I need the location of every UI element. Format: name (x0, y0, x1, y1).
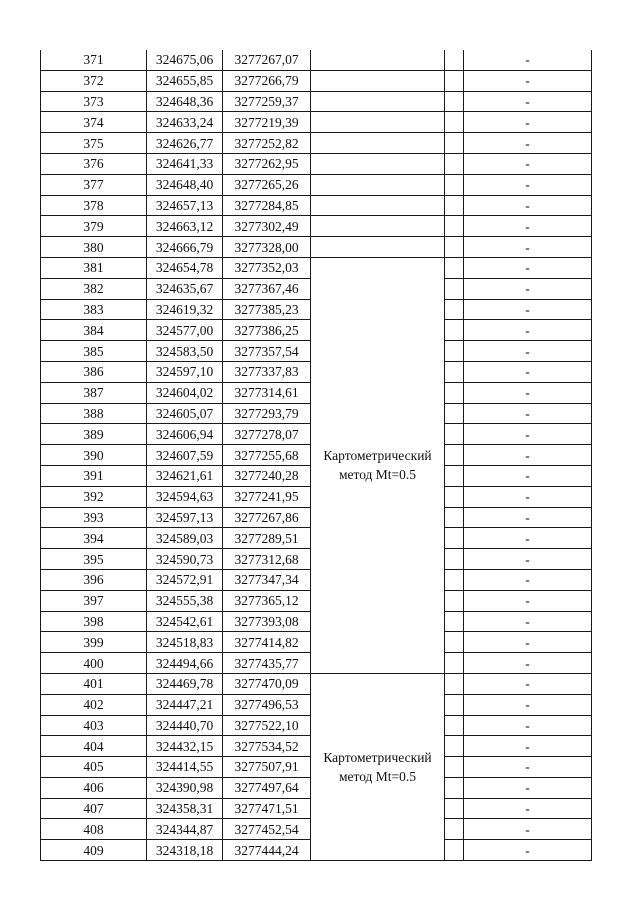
empty-cell (445, 112, 464, 133)
empty-cell (445, 611, 464, 632)
x-coordinate-cell: 324542,61 (147, 611, 223, 632)
empty-cell (445, 653, 464, 674)
y-coordinate-cell: 3277352,03 (223, 257, 311, 278)
table-row (41, 133, 592, 154)
description-cell: - (464, 507, 592, 528)
method-cell (311, 257, 445, 673)
table-row (41, 174, 592, 195)
point-number-cell: 401 (41, 673, 147, 694)
description-cell: - (464, 174, 592, 195)
y-coordinate-cell: 3277471,51 (223, 798, 311, 819)
y-coordinate-cell: 3277278,07 (223, 424, 311, 445)
x-coordinate-cell: 324447,21 (147, 694, 223, 715)
method-cell-continued (311, 174, 445, 195)
method-cell-continued (311, 112, 445, 133)
x-coordinate-cell: 324635,67 (147, 278, 223, 299)
x-coordinate-cell: 324607,59 (147, 445, 223, 466)
point-number-cell: 405 (41, 757, 147, 778)
empty-cell (445, 403, 464, 424)
description-cell: - (464, 840, 592, 861)
point-number-cell: 379 (41, 216, 147, 237)
description-cell: - (464, 757, 592, 778)
empty-cell (445, 486, 464, 507)
y-coordinate-cell: 3277497,64 (223, 777, 311, 798)
x-coordinate-cell: 324626,77 (147, 133, 223, 154)
description-cell: - (464, 361, 592, 382)
empty-cell (445, 361, 464, 382)
y-coordinate-cell: 3277386,25 (223, 320, 311, 341)
point-number-cell: 387 (41, 382, 147, 403)
y-coordinate-cell: 3277267,86 (223, 507, 311, 528)
point-number-cell: 386 (41, 361, 147, 382)
empty-cell (445, 840, 464, 861)
point-number-cell: 404 (41, 736, 147, 757)
point-number-cell: 406 (41, 777, 147, 798)
table-row (41, 112, 592, 133)
description-cell: - (464, 403, 592, 424)
x-coordinate-cell: 324648,40 (147, 174, 223, 195)
point-number-cell: 382 (41, 278, 147, 299)
y-coordinate-cell: 3277470,09 (223, 673, 311, 694)
point-number-cell: 392 (41, 486, 147, 507)
empty-cell (445, 736, 464, 757)
description-cell: - (464, 299, 592, 320)
empty-cell (445, 632, 464, 653)
empty-cell (445, 445, 464, 466)
description-cell: - (464, 569, 592, 590)
empty-cell (445, 757, 464, 778)
x-coordinate-cell: 324619,32 (147, 299, 223, 320)
y-coordinate-cell: 3277414,82 (223, 632, 311, 653)
y-coordinate-cell: 3277452,54 (223, 819, 311, 840)
point-number-cell: 398 (41, 611, 147, 632)
description-cell: - (464, 549, 592, 570)
y-coordinate-cell: 3277534,52 (223, 736, 311, 757)
description-cell: - (464, 382, 592, 403)
description-cell: - (464, 424, 592, 445)
description-cell: - (464, 257, 592, 278)
empty-cell (445, 153, 464, 174)
empty-cell (445, 320, 464, 341)
description-cell: - (464, 819, 592, 840)
empty-cell (445, 174, 464, 195)
point-number-cell: 409 (41, 840, 147, 861)
description-cell: - (464, 445, 592, 466)
description-cell: - (464, 133, 592, 154)
description-cell: - (464, 278, 592, 299)
point-number-cell: 384 (41, 320, 147, 341)
point-number-cell: 390 (41, 445, 147, 466)
x-coordinate-cell: 324469,78 (147, 673, 223, 694)
point-number-cell: 397 (41, 590, 147, 611)
point-number-cell: 376 (41, 153, 147, 174)
x-coordinate-cell: 324440,70 (147, 715, 223, 736)
method-cell-continued (311, 50, 445, 70)
y-coordinate-cell: 3277241,95 (223, 486, 311, 507)
method-cell-continued (311, 70, 445, 91)
point-number-cell: 399 (41, 632, 147, 653)
x-coordinate-cell: 324633,24 (147, 112, 223, 133)
empty-cell (445, 507, 464, 528)
x-coordinate-cell: 324414,55 (147, 757, 223, 778)
coordinates-table (40, 50, 592, 861)
table-row (41, 153, 592, 174)
description-cell: - (464, 632, 592, 653)
x-coordinate-cell: 324597,10 (147, 361, 223, 382)
point-number-cell: 385 (41, 341, 147, 362)
x-coordinate-cell: 324655,85 (147, 70, 223, 91)
point-number-cell: 377 (41, 174, 147, 195)
empty-cell (445, 715, 464, 736)
description-cell: - (464, 320, 592, 341)
x-coordinate-cell: 324594,63 (147, 486, 223, 507)
empty-cell (445, 70, 464, 91)
method-name: Картометрический (323, 749, 432, 765)
y-coordinate-cell: 3277337,83 (223, 361, 311, 382)
description-cell: - (464, 50, 592, 70)
x-coordinate-cell: 324654,78 (147, 257, 223, 278)
y-coordinate-cell: 3277314,61 (223, 382, 311, 403)
x-coordinate-cell: 324657,13 (147, 195, 223, 216)
empty-cell (445, 382, 464, 403)
point-number-cell: 400 (41, 653, 147, 674)
description-cell: - (464, 341, 592, 362)
empty-cell (445, 133, 464, 154)
x-coordinate-cell: 324641,33 (147, 153, 223, 174)
empty-cell (445, 569, 464, 590)
y-coordinate-cell: 3277265,26 (223, 174, 311, 195)
table-row (41, 195, 592, 216)
point-number-cell: 393 (41, 507, 147, 528)
x-coordinate-cell: 324318,18 (147, 840, 223, 861)
description-cell: - (464, 590, 592, 611)
x-coordinate-cell: 324606,94 (147, 424, 223, 445)
y-coordinate-cell: 3277393,08 (223, 611, 311, 632)
y-coordinate-cell: 3277496,53 (223, 694, 311, 715)
description-cell: - (464, 153, 592, 174)
x-coordinate-cell: 324590,73 (147, 549, 223, 570)
point-number-cell: 408 (41, 819, 147, 840)
x-coordinate-cell: 324358,31 (147, 798, 223, 819)
y-coordinate-cell: 3277347,34 (223, 569, 311, 590)
x-coordinate-cell: 324605,07 (147, 403, 223, 424)
point-number-cell: 374 (41, 112, 147, 133)
y-coordinate-cell: 3277444,24 (223, 840, 311, 861)
point-number-cell: 388 (41, 403, 147, 424)
x-coordinate-cell: 324390,98 (147, 777, 223, 798)
x-coordinate-cell: 324589,03 (147, 528, 223, 549)
empty-cell (445, 299, 464, 320)
x-coordinate-cell: 324432,15 (147, 736, 223, 757)
y-coordinate-cell: 3277219,39 (223, 112, 311, 133)
empty-cell (445, 528, 464, 549)
coordinates-table-body (41, 50, 592, 861)
method-cell (311, 673, 445, 860)
method-cell-continued (311, 153, 445, 174)
empty-cell (445, 50, 464, 70)
description-cell: - (464, 673, 592, 694)
empty-cell (445, 777, 464, 798)
description-cell: - (464, 70, 592, 91)
y-coordinate-cell: 3277267,07 (223, 50, 311, 70)
description-cell: - (464, 694, 592, 715)
x-coordinate-cell: 324604,02 (147, 382, 223, 403)
point-number-cell: 389 (41, 424, 147, 445)
x-coordinate-cell: 324663,12 (147, 216, 223, 237)
table-row (41, 216, 592, 237)
x-coordinate-cell: 324555,38 (147, 590, 223, 611)
table-row (41, 50, 592, 70)
y-coordinate-cell: 3277259,37 (223, 91, 311, 112)
method-cell-continued (311, 237, 445, 258)
x-coordinate-cell: 324583,50 (147, 341, 223, 362)
x-coordinate-cell: 324597,13 (147, 507, 223, 528)
y-coordinate-cell: 3277385,23 (223, 299, 311, 320)
point-number-cell: 381 (41, 257, 147, 278)
point-number-cell: 373 (41, 91, 147, 112)
description-cell: - (464, 611, 592, 632)
empty-cell (445, 237, 464, 258)
point-number-cell: 391 (41, 465, 147, 486)
y-coordinate-cell: 3277293,79 (223, 403, 311, 424)
coordinates-sheet (40, 50, 587, 861)
y-coordinate-cell: 3277312,68 (223, 549, 311, 570)
point-number-cell: 403 (41, 715, 147, 736)
description-cell: - (464, 237, 592, 258)
description-cell: - (464, 798, 592, 819)
y-coordinate-cell: 3277302,49 (223, 216, 311, 237)
description-cell: - (464, 528, 592, 549)
point-number-cell: 407 (41, 798, 147, 819)
table-row (41, 257, 592, 278)
empty-cell (445, 590, 464, 611)
x-coordinate-cell: 324344,87 (147, 819, 223, 840)
y-coordinate-cell: 3277262,95 (223, 153, 311, 174)
point-number-cell: 372 (41, 70, 147, 91)
y-coordinate-cell: 3277522,10 (223, 715, 311, 736)
method-accuracy: метод Mt=0.5 (338, 467, 417, 483)
y-coordinate-cell: 3277365,12 (223, 590, 311, 611)
y-coordinate-cell: 3277357,54 (223, 341, 311, 362)
x-coordinate-cell: 324572,91 (147, 569, 223, 590)
empty-cell (445, 798, 464, 819)
method-accuracy: метод Mt=0.5 (338, 768, 417, 784)
description-cell: - (464, 465, 592, 486)
x-coordinate-cell: 324518,83 (147, 632, 223, 653)
method-cell-continued (311, 195, 445, 216)
y-coordinate-cell: 3277284,85 (223, 195, 311, 216)
description-cell: - (464, 195, 592, 216)
empty-cell (445, 819, 464, 840)
point-number-cell: 371 (41, 50, 147, 70)
method-cell-continued (311, 91, 445, 112)
x-coordinate-cell: 324675,06 (147, 50, 223, 70)
x-coordinate-cell: 324494,66 (147, 653, 223, 674)
point-number-cell: 378 (41, 195, 147, 216)
y-coordinate-cell: 3277255,68 (223, 445, 311, 466)
description-cell: - (464, 112, 592, 133)
description-cell: - (464, 91, 592, 112)
table-row (41, 673, 592, 694)
empty-cell (445, 549, 464, 570)
empty-cell (445, 257, 464, 278)
point-number-cell: 380 (41, 237, 147, 258)
point-number-cell: 402 (41, 694, 147, 715)
empty-cell (445, 673, 464, 694)
description-cell: - (464, 715, 592, 736)
empty-cell (445, 278, 464, 299)
table-row (41, 91, 592, 112)
method-name: Картометрический (323, 448, 432, 464)
description-cell: - (464, 653, 592, 674)
x-coordinate-cell: 324666,79 (147, 237, 223, 258)
x-coordinate-cell: 324621,61 (147, 465, 223, 486)
description-cell: - (464, 736, 592, 757)
y-coordinate-cell: 3277328,00 (223, 237, 311, 258)
description-cell: - (464, 486, 592, 507)
point-number-cell: 394 (41, 528, 147, 549)
y-coordinate-cell: 3277289,51 (223, 528, 311, 549)
description-cell: - (464, 777, 592, 798)
point-number-cell: 396 (41, 569, 147, 590)
y-coordinate-cell: 3277367,46 (223, 278, 311, 299)
empty-cell (445, 465, 464, 486)
method-cell-continued (311, 133, 445, 154)
x-coordinate-cell: 324577,00 (147, 320, 223, 341)
point-number-cell: 375 (41, 133, 147, 154)
x-coordinate-cell: 324648,36 (147, 91, 223, 112)
table-row (41, 237, 592, 258)
empty-cell (445, 694, 464, 715)
empty-cell (445, 424, 464, 445)
empty-cell (445, 216, 464, 237)
y-coordinate-cell: 3277266,79 (223, 70, 311, 91)
point-number-cell: 383 (41, 299, 147, 320)
method-cell-continued (311, 216, 445, 237)
empty-cell (445, 195, 464, 216)
empty-cell (445, 91, 464, 112)
description-cell: - (464, 216, 592, 237)
point-number-cell: 395 (41, 549, 147, 570)
y-coordinate-cell: 3277507,91 (223, 757, 311, 778)
y-coordinate-cell: 3277435,77 (223, 653, 311, 674)
y-coordinate-cell: 3277240,28 (223, 465, 311, 486)
table-row (41, 70, 592, 91)
empty-cell (445, 341, 464, 362)
y-coordinate-cell: 3277252,82 (223, 133, 311, 154)
